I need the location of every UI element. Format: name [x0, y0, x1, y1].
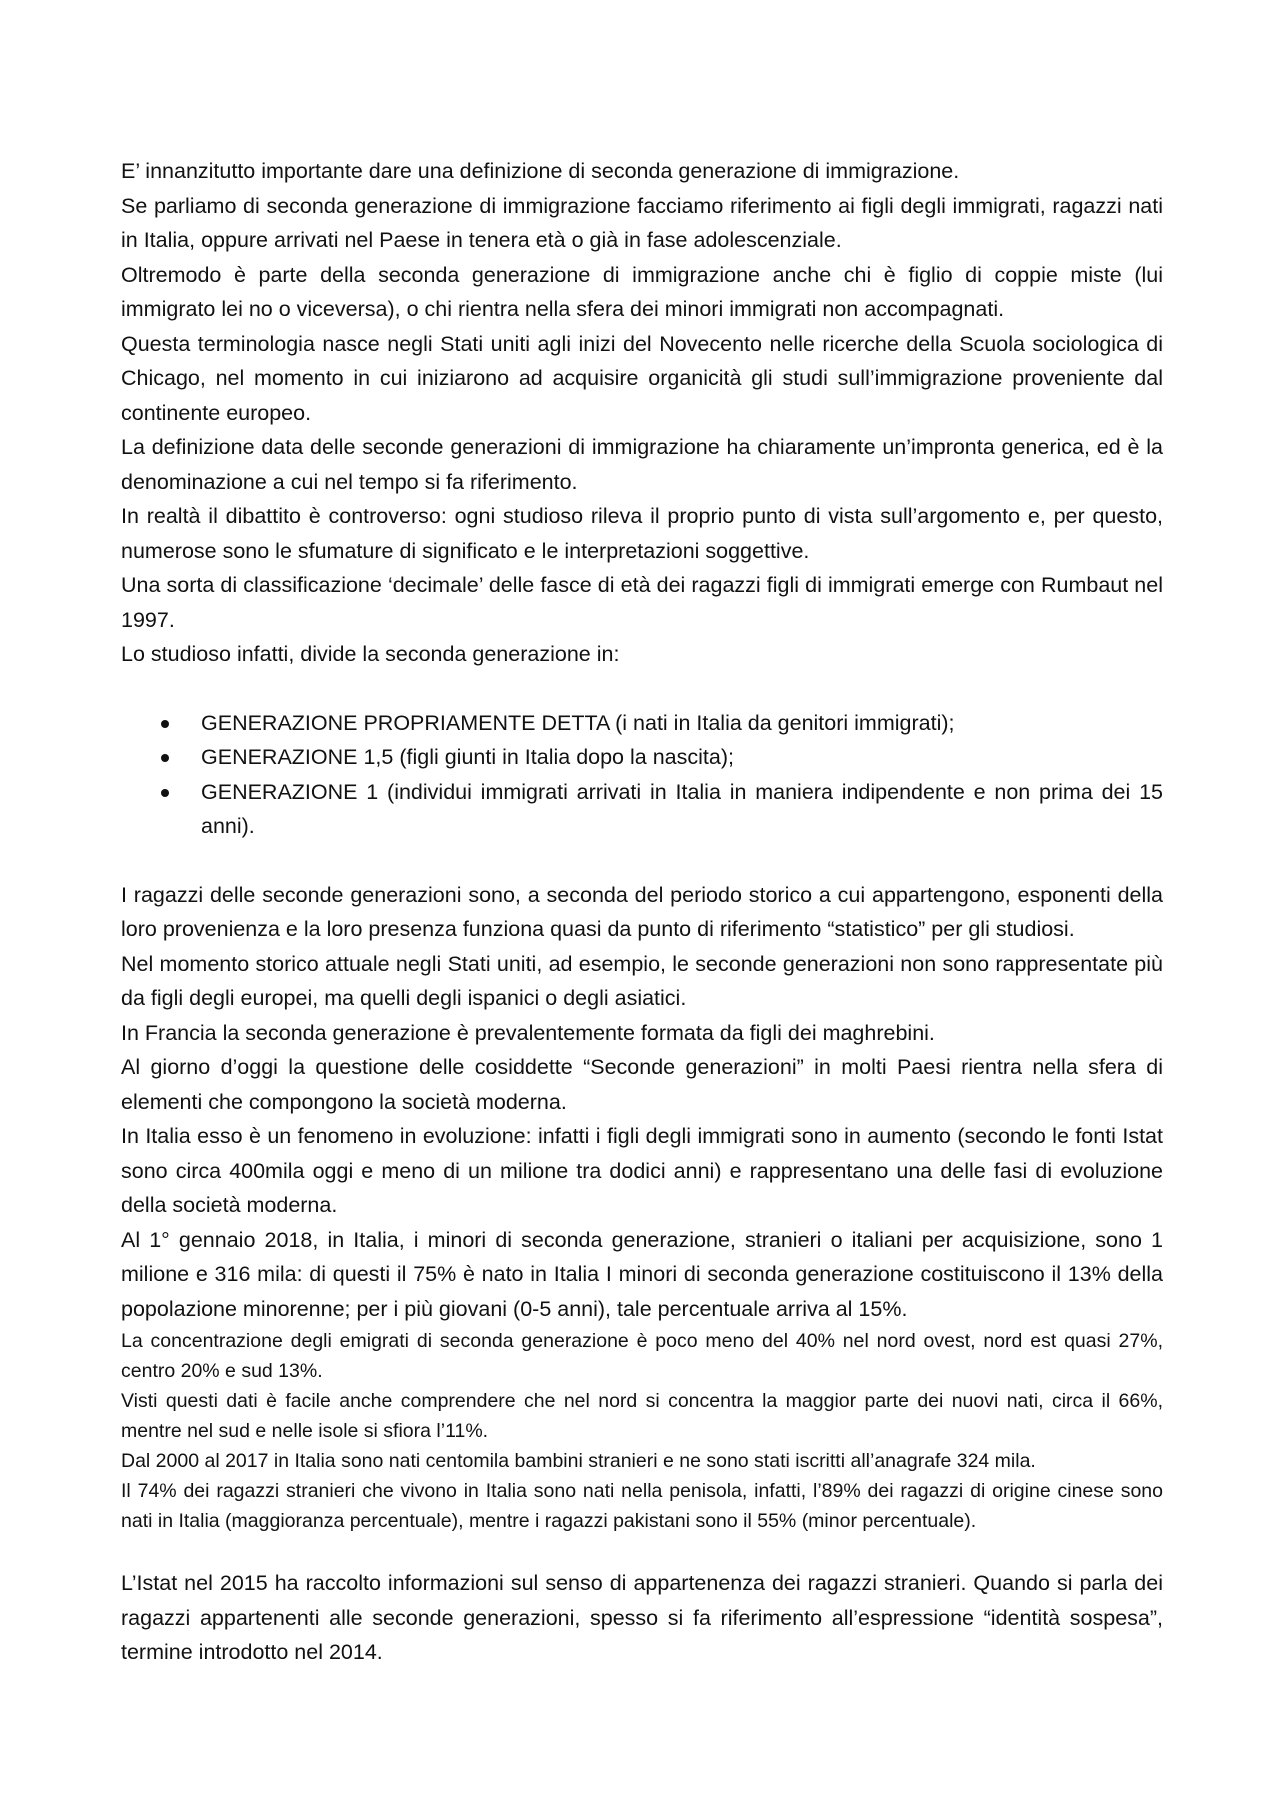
- paragraph-regional-concentration: La concentrazione degli emigrati di seconda generazione è poco meno del 40% nel nord ovest, nord est quasi 27%, centro 20% e sud 13%.: [121, 1330, 1163, 1382]
- generation-list: [121, 706, 1163, 844]
- paragraph-chicago-school: Questa terminologia nasce negli Stati uniti agli inizi del Novecento nelle ricerche della Scuola sociologica di Chicago, nel momento in cui iniziarono ad acquisire organicità gli studi sull’immigrazione proveniente dal continente europeo.: [121, 331, 1163, 425]
- paragraph-reference-point: I ragazzi delle seconde generazioni sono, a seconda del periodo storico a cui appartengono, esponenti della loro provenienza e la loro presenza funziona quasi da punto di riferimento “statistico” per gli studiosi.: [121, 882, 1163, 941]
- bullet-icon: [161, 789, 169, 797]
- paragraph-north-south: Visti questi dati è facile anche comprendere che nel nord si concentra la maggior parte dei nuovi nati, circa il 66%, mentre nel sud e nelle isole si sfiora l’11%.: [121, 1390, 1163, 1442]
- list-item: [201, 775, 1163, 844]
- paragraph-modern-society: Al giorno d’oggi la questione delle cosiddette “Seconde generazioni” in molti Paesi rientra nella sfera di elementi che compongono la società moderna.: [121, 1055, 1163, 1114]
- paragraph-mixed-couples: Oltremodo è parte della seconda generazione di immigrazione anche chi è figlio di coppie miste (lui immigrato lei no o viceversa), o chi rientra nella sfera dei minori immigrati non accompagnati.: [121, 262, 1163, 321]
- paragraph-rumbaut: Una sorta di classificazione ‘decimale’ delle fasce di età dei ragazzi figli di immigrati emerge con Rumbaut nel 1997.: [121, 573, 1163, 632]
- bullet-icon: [161, 754, 169, 762]
- paragraph-france: In Francia la seconda generazione è prevalentemente formata da figli dei maghrebini.: [121, 1020, 935, 1045]
- list-item: [201, 740, 1163, 775]
- paragraph-origin-percentages: Il 74% dei ragazzi stranieri che vivono in Italia sono nati nella penisola, infatti, l’89% dei ragazzi di origine cinese sono nati in Italia (maggioranza percentuale), mentre i ragazzi pakistani sono il 55% (minor percentuale).: [121, 1480, 1163, 1532]
- list-item: [201, 706, 1163, 741]
- document-body: [121, 154, 1163, 1670]
- paragraph-debate: In realtà il dibattito è controverso: ogni studioso rileva il proprio punto di vista sull’argomento e, per questo, numerose sono le sfumature di significato e le interpretazioni soggettive.: [121, 504, 1163, 563]
- paragraph-istat-2015: L’Istat nel 2015 ha raccolto informazioni sul senso di appartenenza dei ragazzi stranieri. Quando si parla dei ragazzi appartenenti alle seconde generazioni, spesso si fa riferimento all’espressione “identità sospesa”, termine introdotto nel 2014.: [121, 1571, 1163, 1664]
- paragraph-generic-definition: La definizione data delle seconde generazioni di immigrazione ha chiaramente un’impronta generica, ed è la denominazione a cui nel tempo si fa riferimento.: [121, 435, 1163, 494]
- paragraph-intro: E’ innanzitutto importante dare una definizione di seconda generazione di immigrazione.: [121, 159, 960, 183]
- paragraph-usa: Nel momento storico attuale negli Stati uniti, ad esempio, le seconde generazioni non sono rappresentate più da figli degli europei, ma quelli degli ispanici o degli asiatici.: [121, 951, 1163, 1010]
- list-item-text: GENERAZIONE 1,5 (figli giunti in Italia dopo la nascita);: [201, 745, 734, 769]
- paragraph-definition: Se parliamo di seconda generazione di immigrazione facciamo riferimento ai figli degli immigrati, ragazzi nati in Italia, oppure arrivati nel Paese in tenera età o già in fase adolescenziale.: [121, 193, 1163, 252]
- bullet-icon: [161, 720, 169, 728]
- list-item-text: GENERAZIONE 1 (individui immigrati arrivati in Italia in maniera indipendente e non prima dei 15 anni).: [201, 779, 1163, 838]
- paragraph-italy-evolution: In Italia esso è un fenomeno in evoluzione: infatti i figli degli immigrati sono in aumento (secondo le fonti Istat sono circa 400mila oggi e meno di un milione tra dodici anni) e rappresentano una delle fasi di evoluzione della società moderna.: [121, 1124, 1163, 1217]
- paragraph-births-registry: Dal 2000 al 2017 in Italia sono nati centomila bambini stranieri e ne sono stati iscritti all’anagrafe 324 mila.: [121, 1450, 1036, 1472]
- paragraph-2018-statistics: Al 1° gennaio 2018, in Italia, i minori di seconda generazione, stranieri o italiani per acquisizione, sono 1 milione e 316 mila: di questi il 75% è nato in Italia I minori di seconda generazione costituiscono il 13% della popolazione minorenne; per i più giovani (0-5 anni), tale percentuale arriva al 15%.: [121, 1227, 1163, 1321]
- list-item-text: GENERAZIONE PROPRIAMENTE DETTA (i nati in Italia da genitori immigrati);: [201, 710, 955, 735]
- paragraph-classification-intro: Lo studioso infatti, divide la seconda generazione in:: [121, 642, 620, 666]
